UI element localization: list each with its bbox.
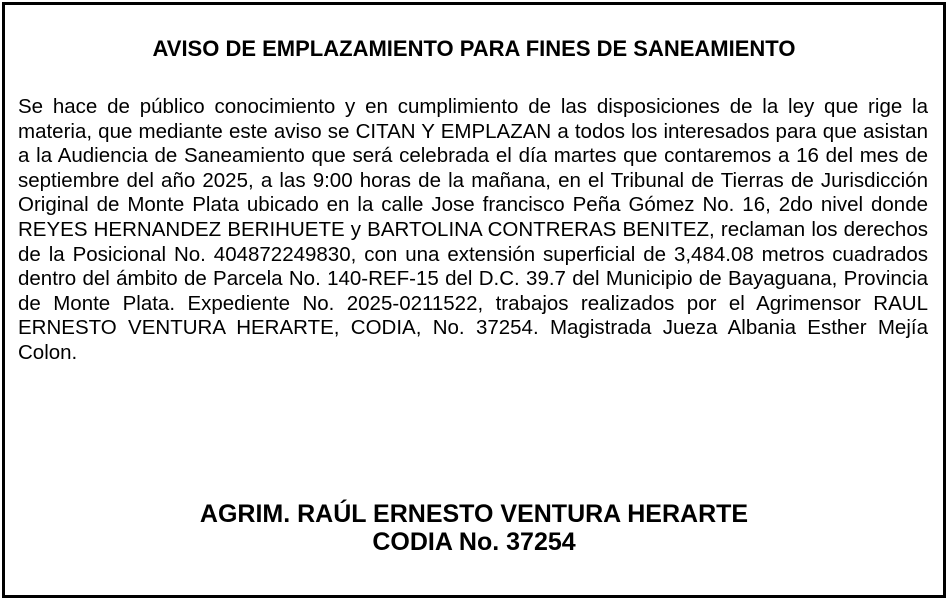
signature-block: [5, 500, 943, 556]
signature-codia: CODIA No. 37254: [372, 528, 576, 556]
notice-title: AVISO DE EMPLAZAMIENTO PARA FINES DE SANEAMIENTO: [152, 36, 796, 61]
notice-body: Se hace de público conocimiento y en cumplimiento de las disposiciones de la ley que rige la materia, que mediante este aviso se CITAN Y EMPLAZAN a todos los interesados para que asistan a la Audiencia de Saneamiento que será celebrada el día martes que contaremos a 16 del mes de septiembre del año 2025, a las 9:00 horas de la mañana, en el Tribunal de Tierras de Jurisdicción Original de Monte Plata ubicado en la calle Jose francisco Peña Gómez No. 16, 2do nivel donde REYES HERNANDEZ BERIHUETE y BARTOLINA CONTRERAS BENITEZ, reclaman los derechos de la Posicional No. 404872249830, con una extensión superficial de 3,484.08 metros cuadrados dentro del ámbito de Parcela No. 140-REF-15 del D.C. 39.7 del Municipio de Bayaguana, Provincia de Monte Plata. Expediente No. 2025-0211522, trabajos realizados por el Agrimensor RAUL ERNESTO VENTURA HERARTE, CODIA, No. 37254. Magistrada Jueza Albania Esther Mejía Colon.: [18, 95, 928, 364]
legal-notice-box: [2, 2, 946, 598]
signature-name: AGRIM. RAÚL ERNESTO VENTURA HERARTE: [199, 500, 749, 528]
